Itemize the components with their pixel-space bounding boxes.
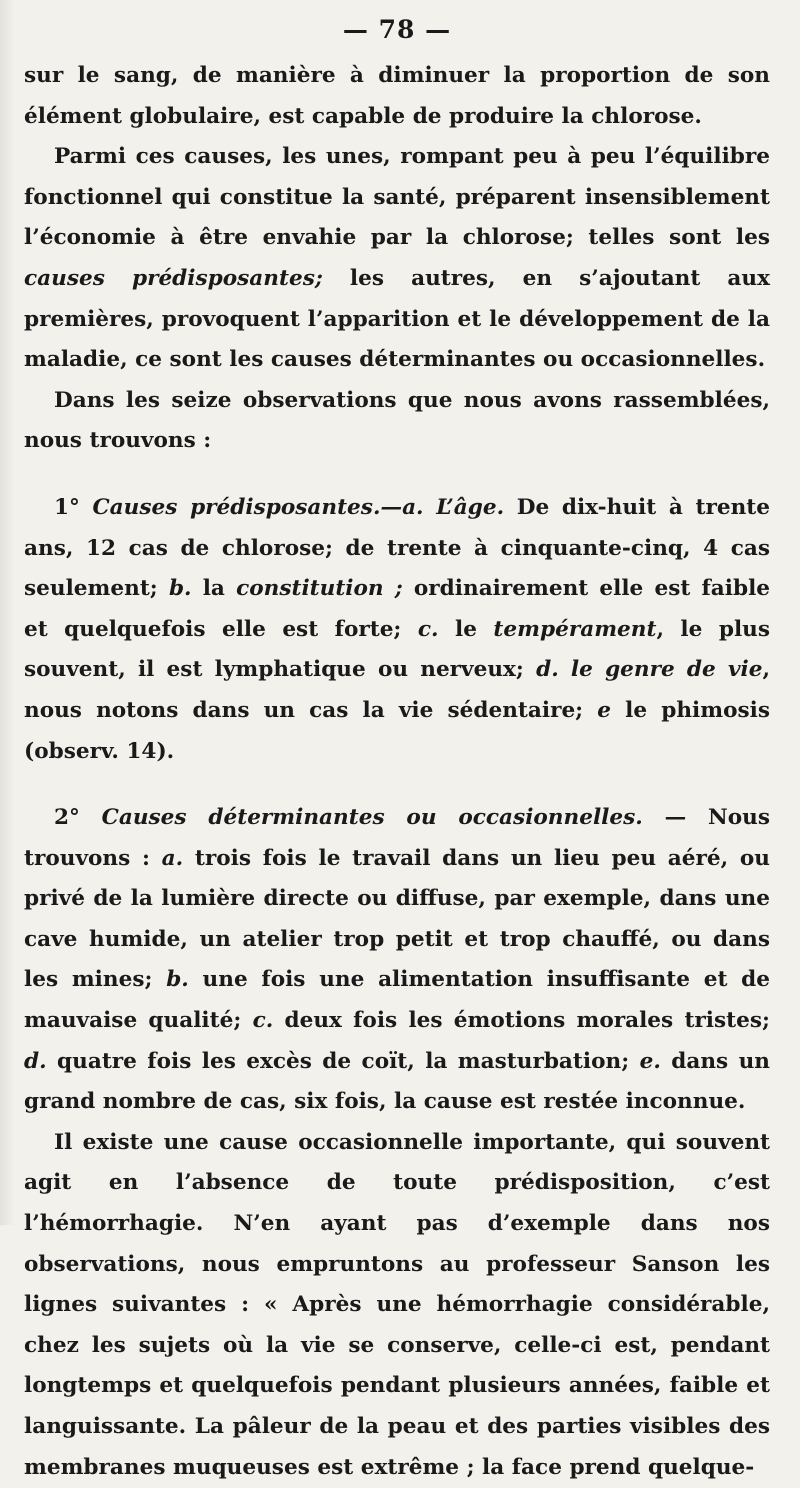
text-run: 1° [54,494,93,520]
binding-shadow [0,0,14,1225]
text-run: — Nous trouvons : [24,805,770,871]
italic-run: b. [166,967,189,993]
italic-run: d. [24,1048,47,1074]
italic-run: b. [168,576,192,602]
text-run: 2° [54,805,102,831]
page-number: — 78 — [342,15,452,44]
text-run: le phimosis (observ. 14). [24,697,770,764]
text-run: , le plus souvent, il est lymphatique ou nerveux; [24,616,770,683]
text-run: , nous notons dans un cas la vie sédentaire; [24,657,770,723]
italic-run: c. [417,616,439,642]
paragraph-observations [24,381,770,462]
text-run: Dans les seize observations que nous avons rassemblées, nous trouvons : [24,387,770,454]
paragraph-determining-causes [24,798,770,1123]
text-run: ordinairement elle est faible et quelquefois elle est forte; [24,576,771,642]
text-run: les autres, en s’ajoutant aux premières, provoquent l’apparition et le développement de la maladie, ce sont les causes déterminantes ou occasionnelles. [24,265,770,373]
italic-run: c. [252,1008,274,1034]
text-run: Parmi ces causes, les unes, rompant peu à peu l’équilibre fonctionnel qui constitue la santé, préparent insensiblement l’économie à être envahie par la chlorose; telles sont les [24,144,770,251]
italic-run: d. le genre de vie [536,657,763,683]
paragraph-hemorrhage [24,1123,770,1488]
text-run: le [438,616,494,642]
text-run: dans un grand nombre de cas, six fois, la cause est restée inconnue. [24,1048,771,1115]
italic-run: e [597,697,612,723]
italic-run: causes prédisposantes; [24,265,323,291]
text-run: la [191,576,237,602]
italic-run: a. [161,845,184,871]
paragraph-causes-intro [24,137,770,381]
italic-run: constitution ; [236,576,403,602]
italic-run: tempérament [493,616,657,642]
paragraph-predisposing-causes [24,488,770,772]
text-run: trois fois le travail dans un lieu peu aéré, ou privé de la lumière directe ou diffuse, par exemple, dans une cave humide, un atelier trop petit et trop chauffé, ou dans les mines; [24,845,770,993]
paragraph-continuation [24,56,770,137]
text-run: deux fois les émotions morales tristes; [273,1008,770,1034]
italic-run: Causes prédisposantes.—a. L’âge. [92,494,505,520]
italic-run: Causes déterminantes ou occasionnelles. [101,805,643,831]
text-run: une fois une alimentation insuffisante et de mauvaise qualité; [24,967,770,1034]
text-run: sur le sang, de manière à diminuer la proportion de son élément globulaire, est capable de produire la chlorose. [24,63,770,129]
italic-run: e. [639,1048,661,1074]
text-run: quatre fois les excès de coït, la masturbation; [46,1048,640,1074]
text-run: Il existe une cause occasionnelle importante, qui souvent agit en l’absence de toute prédisposition, c’est l’hémorrhagie. N’en ayant pas d’exemple dans nos observations, nous empruntons au professeur Sanson les lignes suivantes : « Après une hémorrhagie considérable, chez les sujets où la vie se conserve, celle-ci est, pendant longtemps et quelquefois pendant plusieurs années, faible et languissante. La pâleur de la peau et des parties visibles des membranes muqueuses est extrême ; la face prend quelque- [24,1129,770,1480]
text-run: De dix-huit à trente ans, 12 cas de chlorose; de trente à cinquante-cinq, 4 cas seulement; [24,494,771,602]
